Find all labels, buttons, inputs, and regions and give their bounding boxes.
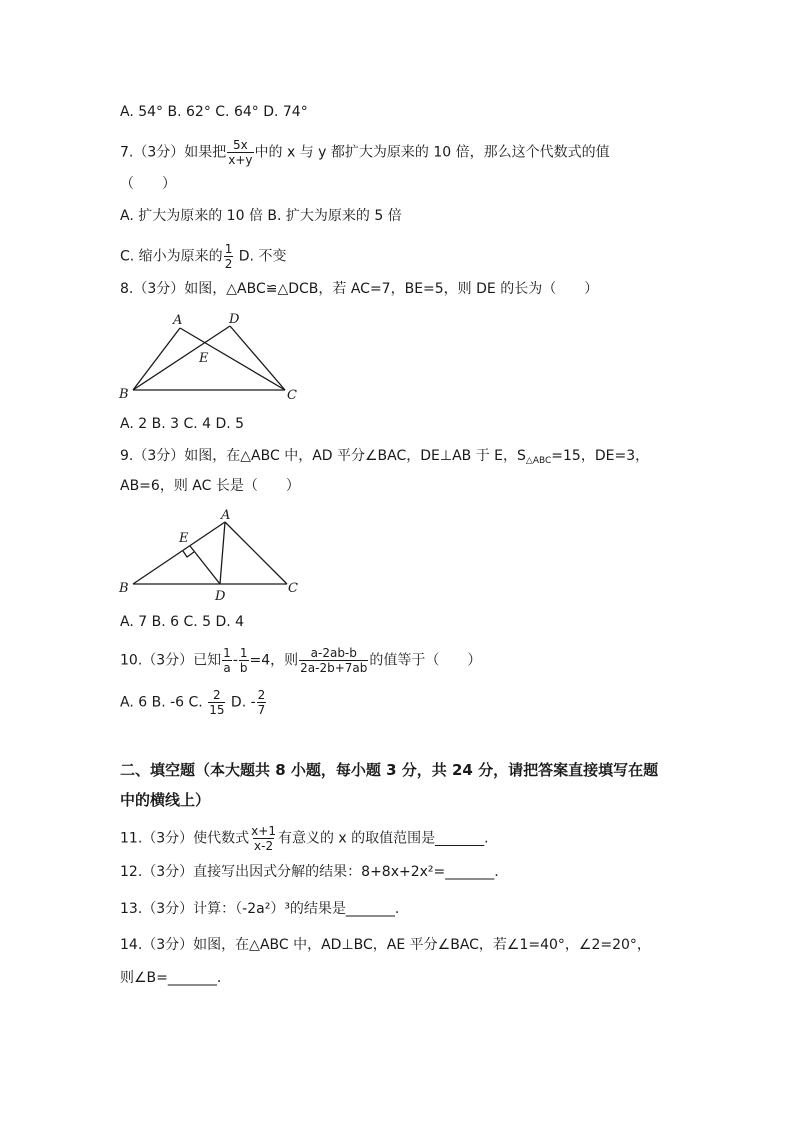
q8-label-c: C <box>287 388 297 403</box>
q10-options <box>120 688 267 717</box>
q9-line1-sub: △ABC <box>525 456 552 466</box>
q7-optc-den: 2 <box>224 257 233 271</box>
q9-right-angle-mark <box>183 551 194 557</box>
q10-frac1-num: 1 <box>223 646 231 660</box>
q10-optd-den: 7 <box>257 703 266 717</box>
q9-line-de <box>190 546 220 584</box>
q10-frac1-den: a <box>223 661 231 675</box>
q9-line-ad <box>220 522 225 584</box>
q8-stem: 8.（3分）如图，△ABC≌△DCB，若 AC=7，BE=5，则 DE 的长为（ ） <box>120 281 599 297</box>
q9-line1-suffix: =15，DE=3， <box>551 448 650 464</box>
q9-label-a: A <box>221 508 231 523</box>
q10-suffix: 的值等于（ ） <box>369 652 482 669</box>
q10-prefix: 10.（3分）已知 <box>120 652 222 669</box>
q9-figure <box>115 502 315 602</box>
q7-optc-fraction <box>224 242 234 271</box>
q8-options: A. 2 B. 3 C. 4 D. 5 <box>120 416 245 432</box>
q7-options-ab: A. 扩大为原来的 10 倍 B. 扩大为原来的 5 倍 <box>120 208 402 224</box>
q11-prefix: 11.（3分）使代数式 <box>120 830 250 847</box>
q9-label-b: B <box>119 581 129 596</box>
q8-label-b: B <box>119 387 129 402</box>
q7-options-cd <box>120 242 286 271</box>
q6-options: A. 54° B. 62° C. 64° D. 74° <box>120 104 308 120</box>
q10-frac2 <box>239 646 249 675</box>
q10-frac3-num: a-2ab-b <box>310 646 357 660</box>
q8-label-a: A <box>173 313 183 328</box>
q13-stem: 13.（3分）计算：（-2a²）³的结果是_______. <box>120 901 400 917</box>
q9-options: A. 7 B. 6 C. 5 D. 4 <box>120 614 245 630</box>
q8-line-bd <box>133 326 230 390</box>
q9-label-d: D <box>215 589 226 602</box>
q11-suffix: 有意义的 x 的取值范围是_______. <box>277 830 489 847</box>
q8-line-ac <box>180 328 285 390</box>
q7-optc-num: 1 <box>224 242 233 256</box>
q10-optd-prefix: D. - <box>226 694 256 711</box>
q8-figure <box>115 306 315 406</box>
q10-options-prefix: A. 6 B. -6 C. <box>120 694 208 711</box>
q9-label-e: E <box>179 531 189 546</box>
q9-label-c: C <box>288 581 298 596</box>
q7-prefix: 7.（3分）如果把 <box>120 144 227 161</box>
q11-fraction <box>250 824 277 853</box>
q7-paren: （ ） <box>120 176 176 192</box>
q11-frac-num: x+1 <box>251 824 276 838</box>
section2-heading-line2: 中的横线上） <box>120 791 211 809</box>
q7-stem <box>120 138 610 167</box>
q10-optc-fraction <box>208 688 225 717</box>
q7-suffix: 中的 x 与 y 都扩大为原来的 10 倍，那么这个代数式的值 <box>254 144 610 161</box>
q12-stem: 12.（3分）直接写出因式分解的结果：8+8x+2x²=_______. <box>120 864 499 880</box>
q8-line-ba <box>133 328 180 390</box>
q9-line-ac <box>225 522 287 584</box>
q9-stem-line1 <box>120 446 649 471</box>
q11-frac-den: x-2 <box>254 839 274 853</box>
q9-line1-prefix: 9.（3分）如图，在△ABC 中，AD 平分∠BAC，DE⊥AB 于 E，S <box>120 448 526 464</box>
q7-optc-suffix: D. 不变 <box>234 248 287 265</box>
q10-frac3 <box>299 646 368 675</box>
q7-frac-den: x+y <box>228 153 253 167</box>
q10-frac1 <box>222 646 232 675</box>
q8-label-d: D <box>229 312 240 327</box>
q10-frac2-den: b <box>239 661 248 675</box>
q10-stem <box>120 646 481 675</box>
q10-optc-den: 15 <box>209 703 225 717</box>
q10-frac2-num: 1 <box>239 646 248 660</box>
q7-optc-prefix: C. 缩小为原来的 <box>120 248 223 265</box>
q14-stem-line2: 则∠B=_______. <box>120 970 222 986</box>
q10-optd-fraction <box>257 688 267 717</box>
q7-fraction <box>227 138 253 167</box>
q7-frac-num: 5x <box>233 138 248 152</box>
section2-heading-line1: 二、填空题（本大题共 8 小题，每小题 3 分，共 24 分，请把答案直接填写在题 <box>120 761 659 779</box>
q11-stem <box>120 824 489 853</box>
q10-optc-num: 2 <box>213 688 221 702</box>
q10-frac3-den: 2a-2b+7ab <box>300 661 368 675</box>
q9-stem-line2: AB=6，则 AC 长是（ ） <box>120 478 300 494</box>
q10-minus: - <box>232 652 238 669</box>
q10-optd-num: 2 <box>257 688 266 702</box>
q14-stem-line1: 14.（3分）如图，在△ABC 中，AD⊥BC，AE 平分∠BAC，若∠1=40°，∠2=20°， <box>120 937 651 953</box>
q8-line-dc <box>230 326 285 390</box>
q8-label-e: E <box>199 351 209 366</box>
q10-mid: =4，则 <box>249 652 299 669</box>
